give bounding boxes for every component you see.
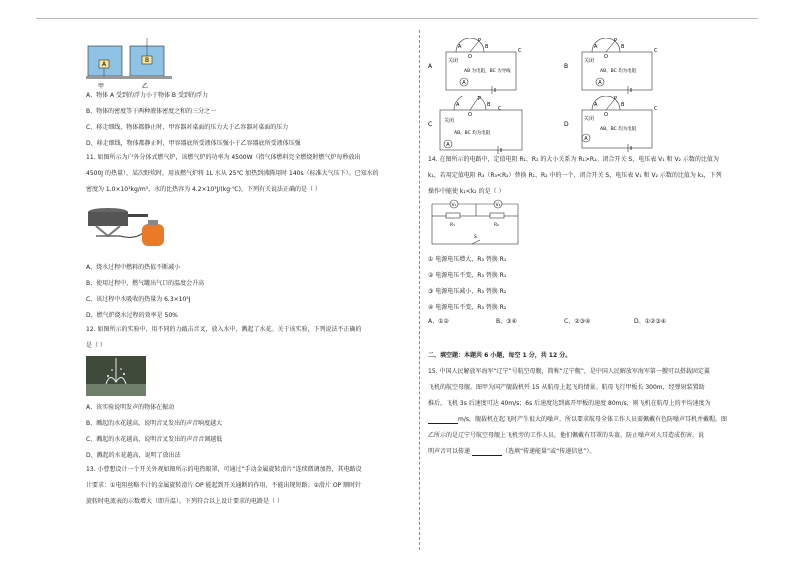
q14-answer-b: B、③④ bbox=[496, 318, 517, 325]
svg-text:C: C bbox=[654, 106, 658, 112]
q14-line-3: 操作中能使 k₁<k₂ 的是（ ） bbox=[428, 188, 505, 195]
svg-text:A: A bbox=[456, 102, 460, 108]
gas-stove-figure bbox=[86, 206, 172, 250]
q15-line-5: 乙所示的是辽宁号航空母舰上飞机旁的工作人员，他们佩戴有耳罩的头盔，防止噪声对人耳造成伤害，说 bbox=[428, 432, 705, 439]
q14-answer-c: C、②③④ bbox=[564, 318, 591, 325]
svg-text:A: A bbox=[594, 102, 598, 108]
label-b: B bbox=[144, 57, 150, 64]
caption-jia: 甲 bbox=[98, 83, 105, 90]
q12-line-1: 12. 如图所示的实验中，用不同的力敲击音叉，放入水中，溅起了水花。关于该实验，下列说法不正确的 bbox=[86, 326, 362, 333]
svg-text:A: A bbox=[458, 44, 462, 50]
column-divider bbox=[419, 30, 420, 550]
q12-option-d: D、溅起的水花越高，说明了放出法 bbox=[86, 452, 181, 459]
svg-text:A: A bbox=[594, 44, 598, 50]
svg-text:B: B bbox=[621, 44, 625, 50]
q11-line-2: 4500J 的热量），某次野炊时，用该燃气炉将 1L 水从 25℃ 加热到沸腾用时 140s（标准大气压下）。已知水的 bbox=[86, 170, 379, 177]
svg-text:A: A bbox=[584, 136, 588, 142]
q14-choice-4: ④ 电源电压不变，R₃ 替换 R₂ bbox=[428, 304, 507, 311]
svg-text:关闭: 关闭 bbox=[444, 118, 455, 124]
svg-text:P: P bbox=[614, 38, 618, 44]
svg-text:关闭: 关闭 bbox=[584, 116, 595, 122]
top-rule bbox=[36, 18, 758, 19]
svg-text:O: O bbox=[604, 54, 608, 60]
svg-text:C: C bbox=[498, 106, 502, 112]
q12-option-c: C、溅起的水花越高，说明音叉发出的声音音调越低 bbox=[86, 436, 223, 443]
svg-text:P: P bbox=[478, 38, 482, 44]
tuning-fork-photo bbox=[86, 356, 146, 396]
q15-line-2: 飞机的航空母舰。图甲为国产舰载机歼 15 从航母上起飞的情景。航母飞行甲板长 300m，经弹射装置助 bbox=[428, 384, 705, 391]
q11-option-b: B、使用过程中，燃气罐出气口的温度会升高 bbox=[86, 280, 205, 287]
circuit-d bbox=[564, 96, 664, 152]
q14-choice-2: ② 电源电压不变，R₃ 替换 R₁ bbox=[428, 272, 507, 279]
svg-text:C: C bbox=[428, 121, 433, 128]
svg-text:R₁: R₁ bbox=[450, 223, 455, 228]
svg-text:A: A bbox=[428, 63, 433, 70]
svg-text:D: D bbox=[564, 121, 569, 128]
q10-option-c: C、移走细线，物体都静止时，甲容器对桌面的压力大于乙容器对桌面的压力 bbox=[86, 124, 289, 131]
svg-text:B: B bbox=[485, 44, 489, 50]
q15-line-3: 推后，飞机 3s 后速度可达 40m/s；6s 后速度达到离开甲板的速度 80m/s，则飞机在航母上的平均速度为 bbox=[428, 400, 711, 407]
svg-text:AB、BC 均为电阻: AB、BC 均为电阻 bbox=[600, 69, 637, 74]
svg-text:R₂: R₂ bbox=[494, 223, 499, 228]
svg-text:O: O bbox=[468, 54, 472, 60]
svg-text:关闭: 关闭 bbox=[448, 58, 459, 64]
q11-line-3: 密度为 1.0×10³kg/m³，水的比热容为 4.2×10³J/(kg·℃)，下列有关说法正确的是（ ） bbox=[86, 186, 321, 193]
q12-option-a: A、该实验说明发声的物体在振动 bbox=[86, 404, 175, 411]
circuit-a bbox=[428, 38, 528, 94]
q10-option-d: D、移走细线，物体都静止时，甲容器底所受液体压强小于乙容器底所受液体压强 bbox=[86, 140, 301, 147]
q11-option-a: A、烧水过程中燃料的热值不断减小 bbox=[86, 264, 181, 271]
q11-option-c: C、该过程中水吸收的热量为 6.3×10⁵J bbox=[86, 296, 191, 303]
q15-line-6: 明声音可以传递 （选填“传递能量”或“传递信息”）。 bbox=[428, 448, 596, 455]
svg-text:C: C bbox=[654, 48, 658, 54]
q13-line-3: 旋转时电流表的示数增大（即升温）。下列符合以上设计要求的电路是（ ） bbox=[86, 498, 283, 505]
section-2-heading: 二、填空题：本题共 6 小题，每空 1 分，共 12 分。 bbox=[428, 352, 572, 359]
svg-text:V₁: V₁ bbox=[451, 203, 457, 208]
q11-line-1: 11. 如图所示为户外分体式燃气炉，该燃气炉的功率为 4500W（指气体燃料完全燃烧时燃气炉每秒放出 bbox=[86, 154, 361, 161]
q12-line-2: 是（ ） bbox=[86, 342, 106, 349]
svg-text:P: P bbox=[478, 96, 482, 102]
svg-text:关闭: 关闭 bbox=[584, 58, 595, 64]
svg-text:AB 为电阻，BC 为导线: AB 为电阻，BC 为导线 bbox=[464, 69, 511, 74]
q10-option-a: A、物体 A 受到的浮力小于物体 B 受到的浮力 bbox=[86, 92, 208, 99]
svg-text:B: B bbox=[564, 63, 569, 70]
circuit-b bbox=[564, 38, 664, 94]
svg-text:A: A bbox=[598, 80, 602, 86]
svg-text:O: O bbox=[604, 112, 608, 118]
q14-choice-3: ③ 电源电压减小，R₃ 替换 R₂ bbox=[428, 288, 507, 295]
q13-line-2: 计要求：①电阻丝略不计的金属旋转滑片 OP 能起到开关通断的作用，不能出现短路；②滑片 OP 顺时针 bbox=[86, 482, 362, 489]
svg-text:S: S bbox=[474, 235, 477, 240]
q15-line-1: 15. 中国人民解放军海军“辽宁”号航空母舰，简称“辽宁舰”，是中国人民解放军海军第一艘可以搭载固定翼 bbox=[428, 368, 710, 375]
svg-text:V₂: V₂ bbox=[495, 203, 501, 208]
q14-circuit bbox=[428, 198, 528, 248]
svg-text:O: O bbox=[468, 112, 472, 118]
q15-blank-2[interactable] bbox=[472, 450, 502, 456]
q15-line-4: m/s，舰载机在起飞时产生很大的噪声，所以要求航母全体工作人员需佩戴有色防噪声耳机并戴帽，图 bbox=[428, 416, 727, 424]
caption-yi: 乙 bbox=[142, 83, 149, 90]
svg-text:P: P bbox=[614, 96, 618, 102]
circuit-c bbox=[428, 96, 528, 156]
q10-option-b: B、物体的密度等于两种液体密度之和的三分之一 bbox=[86, 108, 217, 115]
svg-text:AB、BC 均为电阻: AB、BC 均为电阻 bbox=[454, 131, 491, 136]
q11-option-d: D、燃气炉烧水过程的效率是 50% bbox=[86, 312, 178, 319]
svg-text:C: C bbox=[518, 48, 522, 54]
svg-text:A: A bbox=[462, 80, 466, 86]
svg-text:A: A bbox=[446, 142, 450, 148]
q12-option-b: B、溅起的水花越高，说明音叉发出的声音响度越大 bbox=[86, 420, 223, 427]
q15-blank-1[interactable] bbox=[428, 418, 458, 424]
q14-answer-a: A、①② bbox=[428, 318, 449, 325]
q14-answer-d: D、①②③④ bbox=[634, 318, 667, 325]
svg-text:AB、BC 均为电阻: AB、BC 均为电阻 bbox=[600, 127, 637, 132]
q13-line-1: 13. 小曹想设计一个开关外观如图所示的电热眼罩，可通过“手动金属旋转滑片”连续微调加热，其电路设 bbox=[86, 466, 362, 473]
beakers-figure bbox=[86, 38, 172, 90]
q14-choice-1: ① 电源电压增大，R₃ 替换 R₁ bbox=[428, 256, 507, 263]
q14-line-2: k₁，若用定值电阻 R₃（R₃<R₂）替换 R₁、R₂ 中的一个，闭合开关 S，电压表 V₁ 和 V₂ 示数的比值为 k₂，下列 bbox=[428, 172, 722, 179]
svg-text:B: B bbox=[621, 102, 625, 108]
label-a: A bbox=[101, 61, 107, 68]
svg-text:B: B bbox=[487, 102, 491, 108]
q14-line-1: 14. 在图所示的电路中，定值电阻 R₁、R₂ 的大小关系为 R₁>R₂。闭合开关 S，电压表 V₁ 和 V₂ 示数的比值为 bbox=[428, 156, 719, 163]
